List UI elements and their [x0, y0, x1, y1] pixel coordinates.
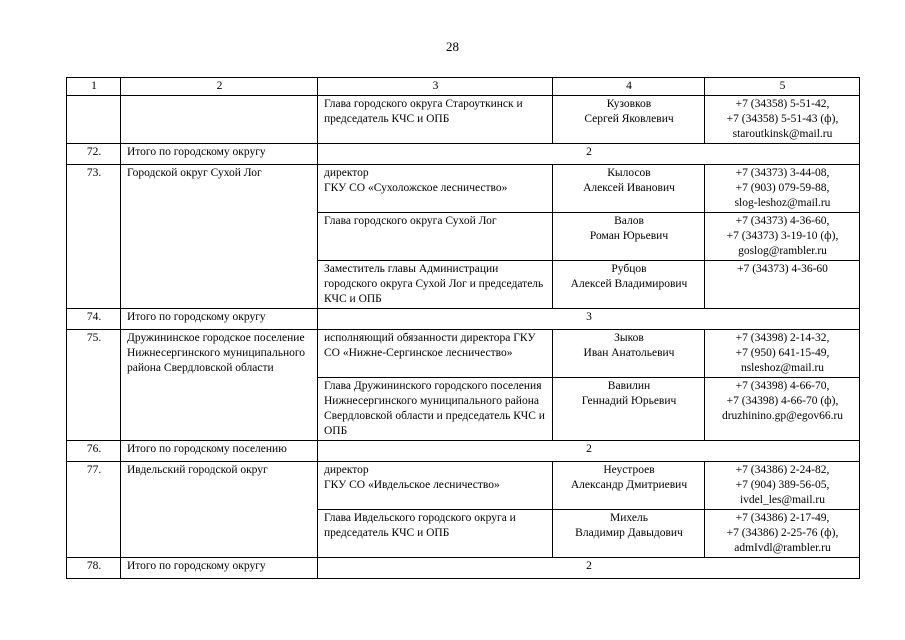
- territory-cell: [121, 96, 318, 144]
- phone-line: +7 (34373) 3-44-08,: [735, 167, 830, 179]
- row-number-cell: [67, 96, 121, 144]
- person-name: Сергей Яковлевич: [584, 113, 674, 125]
- phone-line: +7 (34386) 2-17-49,: [735, 512, 830, 524]
- total-value: 2: [318, 558, 860, 579]
- person-cell: [553, 165, 705, 213]
- header-cell-5: 5: [705, 78, 860, 96]
- phone-line: +7 (904) 389-56-05,: [735, 479, 830, 491]
- table-row: [67, 462, 860, 510]
- row-number: 76.: [67, 441, 121, 462]
- contacts-cell: [705, 165, 860, 213]
- total-row: [67, 558, 860, 579]
- person-name: Владимир Давыдович: [575, 527, 683, 539]
- phone-line: +7 (34358) 5-51-43 (ф),: [726, 113, 839, 125]
- person-surname: Кылосов: [607, 167, 651, 179]
- total-label: Итого по городскому округу: [121, 309, 318, 330]
- person-cell: [553, 330, 705, 378]
- position-cell: [318, 165, 553, 213]
- email-line: admIvdl@rambler.ru: [734, 542, 831, 554]
- contacts-table: [66, 77, 860, 579]
- phone-line: +7 (34386) 2-24-82,: [735, 464, 830, 476]
- position-cell: исполняющий обязанности директора ГКУ СО «Нижне-Сергинское лесничество»: [318, 330, 553, 378]
- person-surname: Неустроев: [603, 464, 655, 476]
- contacts-cell: [705, 96, 860, 144]
- person-cell: [553, 96, 705, 144]
- person-name: Александр Дмитриевич: [570, 479, 688, 491]
- position-line: директор: [324, 464, 369, 476]
- phone-line: +7 (34398) 4-66-70,: [735, 380, 830, 392]
- header-cell-2: 2: [121, 78, 318, 96]
- contacts-cell: [705, 261, 860, 309]
- contacts-cell: [705, 213, 860, 261]
- contacts-cell: [705, 378, 860, 441]
- page-number: 28: [446, 39, 459, 54]
- header-cell-4: 4: [553, 78, 705, 96]
- contacts-cell: [705, 462, 860, 510]
- total-value: 2: [318, 144, 860, 165]
- phone-line: +7 (34373) 3-19-10 (ф),: [726, 230, 839, 242]
- row-number: 75.: [67, 330, 121, 441]
- person-cell: [553, 213, 705, 261]
- total-row: [67, 144, 860, 165]
- row-number: 74.: [67, 309, 121, 330]
- person-name: Иван Анатольевич: [583, 347, 675, 359]
- phone-line: +7 (34386) 2-25-76 (ф),: [726, 527, 839, 539]
- person-surname: Зыков: [614, 332, 644, 344]
- table-row: [67, 330, 860, 378]
- row-number: 78.: [67, 558, 121, 579]
- row-number: 72.: [67, 144, 121, 165]
- position-cell: Глава Дружининского городского поселения Нижнесергинского муниципального района Свердловской области и председатель КЧС и ОПБ: [318, 378, 553, 441]
- header-cell-1: 1: [67, 78, 121, 96]
- person-name: Геннадий Юрьевич: [581, 395, 677, 407]
- territory-cell: Ивдельский городской округ: [121, 462, 318, 558]
- person-cell: [553, 462, 705, 510]
- territory-cell: Городской округ Сухой Лог: [121, 165, 318, 309]
- email-line: druzhinino.gp@egov66.ru: [721, 410, 844, 422]
- person-cell: [553, 510, 705, 558]
- territory-cell: Дружининское городское поселение Нижнесергинского муниципального района Свердловской области: [121, 330, 318, 441]
- phone-line: +7 (903) 079-59-88,: [735, 182, 830, 194]
- position-cell: Глава городского округа Сухой Лог: [318, 213, 553, 261]
- row-number: 73.: [67, 165, 121, 309]
- person-surname: Рубцов: [611, 263, 647, 275]
- person-surname: Михель: [610, 512, 648, 524]
- email-line: staroutkinsk@mail.ru: [732, 128, 833, 140]
- total-value: 2: [318, 441, 860, 462]
- position-cell: [318, 462, 553, 510]
- email-line: goslog@rambler.ru: [738, 245, 827, 257]
- table-header-row: [67, 78, 860, 96]
- person-surname: Кузовков: [606, 98, 652, 110]
- person-name: Алексей Владимирович: [570, 278, 688, 290]
- email-line: slog-leshoz@mail.ru: [734, 197, 831, 209]
- position-cell: Заместитель главы Администрации городского округа Сухой Лог и председатель КЧС и ОПБ: [318, 261, 553, 309]
- row-number: 77.: [67, 462, 121, 558]
- position-line: директор: [324, 167, 369, 179]
- total-label: Итого по городскому округу: [121, 144, 318, 165]
- phone-line: +7 (34373) 4-36-60,: [735, 215, 830, 227]
- person-cell: [553, 378, 705, 441]
- header-cell-3: 3: [318, 78, 553, 96]
- phone-line: +7 (950) 641-15-49,: [735, 347, 830, 359]
- position-line: ГКУ СО «Сухоложское лесничество»: [324, 182, 508, 194]
- email-line: nsleshoz@mail.ru: [740, 362, 825, 374]
- phone-line: +7 (34398) 2-14-32,: [735, 332, 830, 344]
- phone-line: +7 (34398) 4-66-70 (ф),: [726, 395, 839, 407]
- phone-line: +7 (34373) 4-36-60: [737, 263, 828, 275]
- person-name: Роман Юрьевич: [589, 230, 669, 242]
- total-row: [67, 309, 860, 330]
- position-cell: Глава Ивдельского городского округа и председатель КЧС и ОПБ: [318, 510, 553, 558]
- email-line: ivdel_les@mail.ru: [739, 494, 825, 506]
- person-surname: Валов: [614, 215, 644, 227]
- total-label: Итого по городскому поселению: [121, 441, 318, 462]
- person-cell: [553, 261, 705, 309]
- phone-line: +7 (34358) 5-51-42,: [735, 98, 830, 110]
- table-row: [67, 165, 860, 213]
- position-cell: Глава городского округа Староуткинск и председатель КЧС и ОПБ: [318, 96, 553, 144]
- person-name: Алексей Иванович: [583, 182, 675, 194]
- position-line: ГКУ СО «Ивдельское лесничество»: [324, 479, 500, 491]
- table-row: [67, 96, 860, 144]
- total-value: 3: [318, 309, 860, 330]
- contacts-cell: [705, 330, 860, 378]
- total-row: [67, 441, 860, 462]
- contacts-cell: [705, 510, 860, 558]
- total-label: Итого по городскому округу: [121, 558, 318, 579]
- person-surname: Вавилин: [607, 380, 651, 392]
